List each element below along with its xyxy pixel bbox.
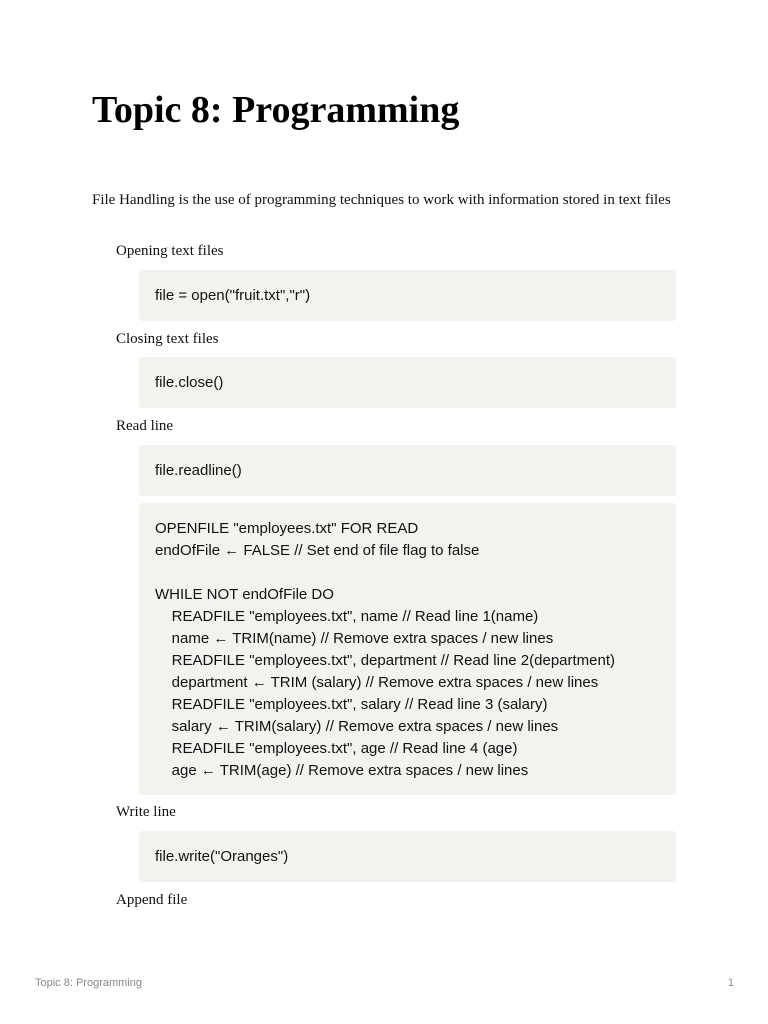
pseudocode-line: name ← TRIM(name) // Remove extra spaces / new lines — [155, 630, 554, 647]
pseudocode-line: READFILE "employees.txt", age // Read line 4 (age) — [155, 740, 518, 757]
code-block-read — [139, 445, 676, 496]
pseudocode-line: READFILE "employees.txt", name // Read line 1(name) — [155, 608, 539, 625]
section-label-read: Read line — [116, 418, 174, 434]
pseudocode-line: department ← TRIM (salary) // Remove extra spaces / new lines — [155, 674, 599, 691]
code-line: file.close() — [155, 373, 224, 391]
code-block-closing — [139, 357, 676, 408]
intro-paragraph: File Handling is the use of programming techniques to work with information stored in text files — [92, 192, 671, 208]
code-block-opening — [139, 270, 676, 321]
pseudocode-block — [139, 503, 676, 795]
section-label-append: Append file — [116, 892, 188, 908]
code-line: file.readline() — [155, 461, 242, 479]
code-line: file = open("fruit.txt","r") — [155, 286, 311, 304]
code-line: file.write("Oranges") — [155, 847, 289, 865]
section-label-write: Write line — [116, 804, 176, 820]
footer-page-number: 1 — [727, 977, 734, 989]
pseudocode-line: WHILE NOT endOfFile DO — [155, 586, 334, 603]
pseudocode-line — [155, 562, 660, 584]
code-block-write — [139, 831, 676, 882]
page-title: Topic 8: Programming — [92, 89, 460, 131]
pseudocode-line: READFILE "employees.txt", salary // Read line 3 (salary) — [155, 696, 548, 713]
pseudocode-line: endOfFile ← FALSE // Set end of file flag to false — [155, 542, 480, 559]
pseudocode-line: salary ← TRIM(salary) // Remove extra spaces / new lines — [155, 718, 559, 735]
footer-title: Topic 8: Programming — [35, 977, 142, 989]
section-label-closing: Closing text files — [116, 331, 219, 347]
pseudocode-line: OPENFILE "employees.txt" FOR READ — [155, 520, 419, 537]
pseudocode-line: READFILE "employees.txt", department // Read line 2(department) — [155, 652, 616, 669]
pseudocode-line: age ← TRIM(age) // Remove extra spaces / new lines — [155, 762, 529, 779]
section-label-opening: Opening text files — [116, 243, 224, 259]
